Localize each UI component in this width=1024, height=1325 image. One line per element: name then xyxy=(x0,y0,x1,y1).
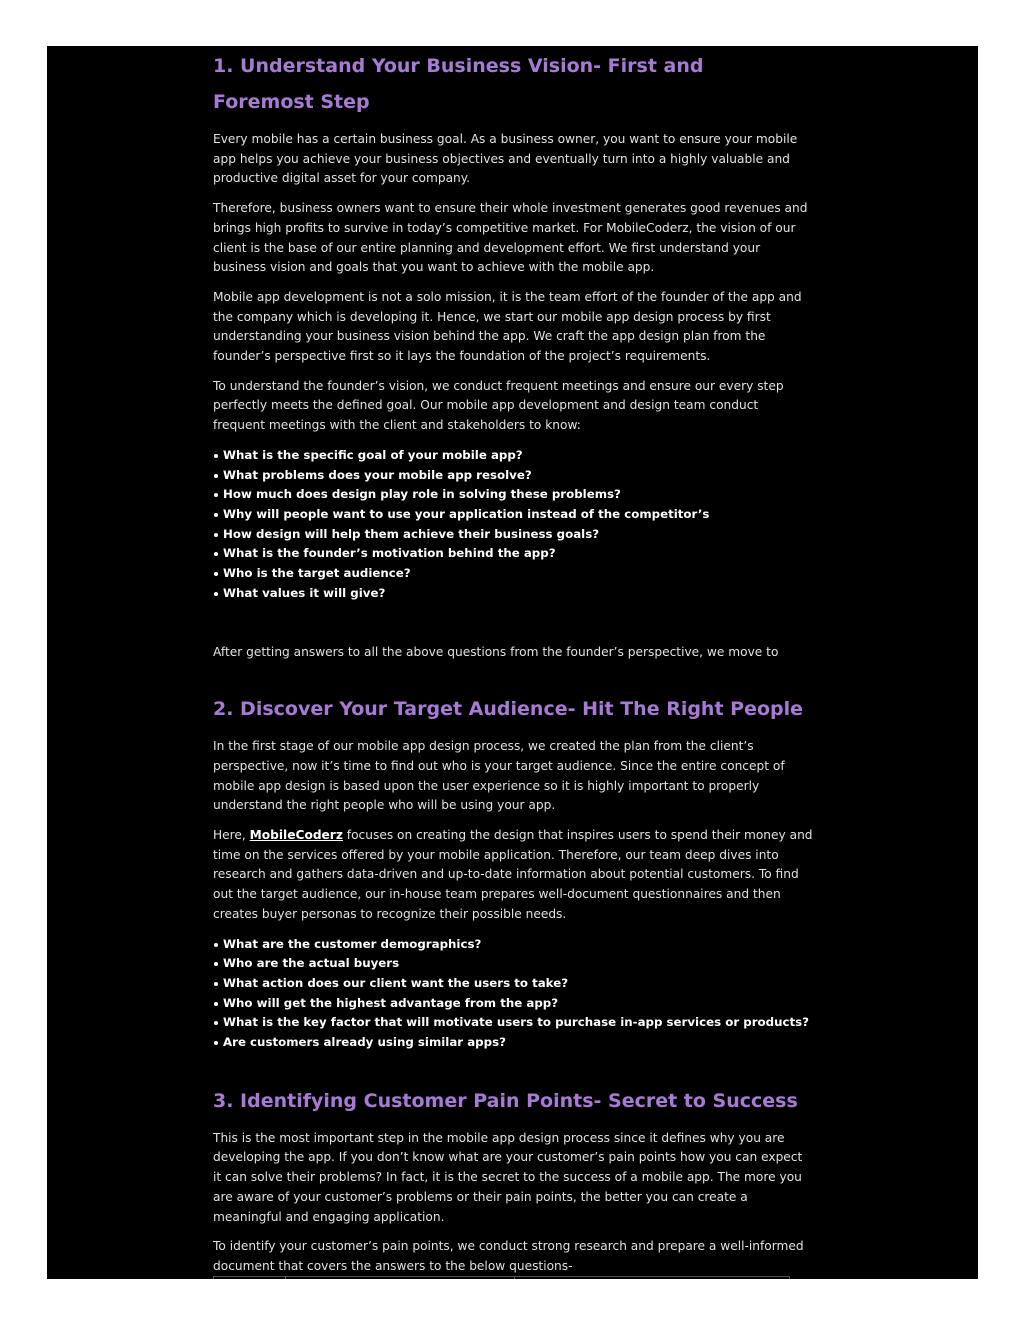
article-content xyxy=(213,46,813,1279)
section-2-paragraph xyxy=(213,826,813,925)
table-column-divider xyxy=(514,1277,515,1279)
table-column-divider xyxy=(213,1277,214,1279)
list-item: Why will people want to use your application instead of the competitor’s xyxy=(223,505,813,525)
list-item: What action does our client want the users to take? xyxy=(223,974,813,994)
section-3-heading: 3. Identifying Customer Pain Points- Secret to Success xyxy=(213,1089,798,1112)
list-item: What is the founder’s motivation behind the app? xyxy=(223,544,813,564)
list-item: What are the customer demographics? xyxy=(223,935,813,955)
section-1-paragraph: Therefore, business owners want to ensure their whole investment generates good revenues and brings high profits to survive in today’s competitive market. For MobileCoderz, the vision of our client is the base of our entire planning and development effort. We first understand your business vision and goals that you want to achieve with the mobile app. xyxy=(213,201,808,275)
table-column-divider xyxy=(285,1277,286,1279)
section-1-paragraph: To understand the founder’s vision, we conduct frequent meetings and ensure our every step perfectly meets the defined goal. Our mobile app development and design team conduct frequent meetings with the client and stakeholders to know: xyxy=(213,378,784,433)
list-item: Who is the target audience? xyxy=(223,564,813,584)
list-item: Who are the actual buyers xyxy=(223,954,813,974)
section-2-question-list xyxy=(213,935,813,1053)
list-item: What problems does your mobile app resolve? xyxy=(223,466,813,486)
section-2-heading: 2. Discover Your Target Audience- Hit The Right People xyxy=(213,698,804,721)
list-item: What is the specific goal of your mobile app? xyxy=(223,446,813,466)
list-item: How much does design play role in solving these problems? xyxy=(223,485,813,505)
document-page xyxy=(47,46,978,1279)
paragraph-text: Here, xyxy=(213,827,250,842)
list-item: What is the key factor that will motivate users to purchase in-app services or products? xyxy=(223,1013,813,1033)
list-item: Who will get the highest advantage from the app? xyxy=(223,994,813,1014)
mobilecoderz-link[interactable]: MobileCoderz xyxy=(249,827,343,842)
section-1-heading: 1. Understand Your Business Vision- First and Foremost Step xyxy=(213,55,704,113)
section-1-closing-text: After getting answers to all the above questions from the founder’s perspective, we move to xyxy=(213,645,779,660)
section-2-paragraph: In the first stage of our mobile app design process, we created the plan from the client’s perspective, now it’s time to find out who is your target audience. Since the entire concept of mobile app design is based upon the user experience so it is highly important to properly understand the right people who will be using your app. xyxy=(213,739,785,813)
table-top-border xyxy=(213,1276,790,1277)
section-3-paragraph: To identify your customer’s pain points, we conduct strong research and prepare a well-informed document that covers the answers to the below questions- xyxy=(213,1239,804,1273)
section-1-paragraph: Mobile app development is not a solo mission, it is the team effort of the founder of the app and the company which is developing it. Hence, we start our mobile app design process by first understanding your business vision behind the app. We craft the app design plan from the founder’s perspective first so it lays the foundation of the project’s requirements. xyxy=(213,289,802,364)
table-column-divider xyxy=(789,1277,790,1279)
section-1-paragraph: Every mobile has a certain business goal. As a business owner, you want to ensure your mobile app helps you achieve your business objectives and eventually turn into a highly valuable and productive digital asset for your company. xyxy=(213,132,798,186)
section-1-question-list xyxy=(213,446,813,604)
list-item: What values it will give? xyxy=(223,584,813,604)
section-3-paragraph: This is the most important step in the mobile app design process since it defines why you are developing the app. If you don’t know what are your customer’s pain points how you can expect it can solve their problems? In fact, it is the secret to the success of a mobile app. The more you are aware of your customer’s problems or their pain points, the better you can create a meaningful and engaging application. xyxy=(213,1130,803,1224)
list-item: How design will help them achieve their business goals? xyxy=(223,525,813,545)
paragraph-text: focuses on creating the design that inspires users to spend their money and time on the services offered by your mobile application. Therefore, our team deep dives into research and gathers data-driven and up-to-date information about potential customers. To find out the target audience, our in-house team prepares well-document questionnaires and then creates buyer personas to recognize their possible needs. xyxy=(213,827,813,921)
list-item: Are customers already using similar apps? xyxy=(223,1033,813,1053)
